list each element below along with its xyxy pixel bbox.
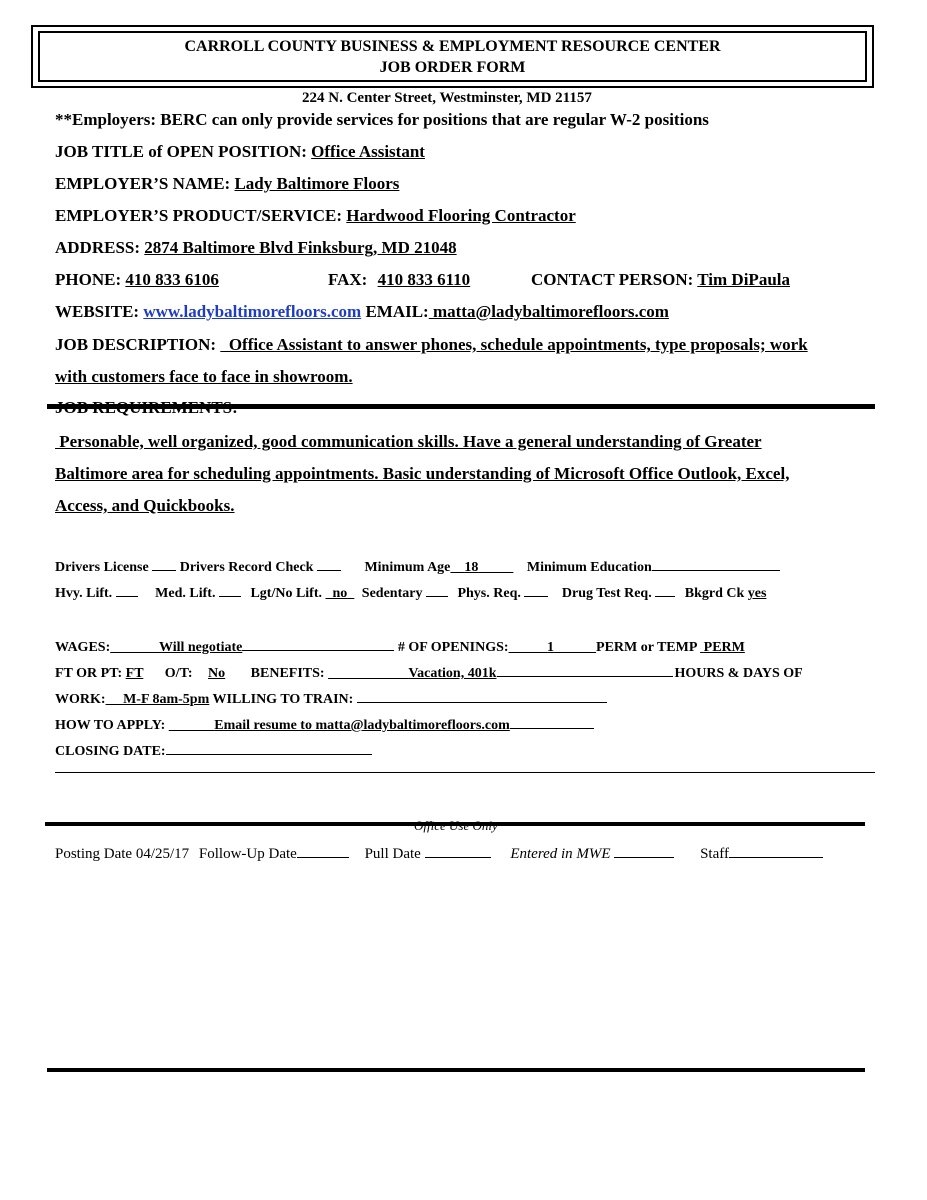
- entered-blank[interactable]: [614, 856, 674, 858]
- willing-label: WILLING TO TRAIN:: [212, 692, 354, 707]
- employer-name-value: Lady Baltimore Floors: [234, 174, 400, 193]
- employer-name-label: EMPLOYER’S NAME:: [55, 174, 231, 193]
- closing-label: CLOSING DATE:: [55, 744, 166, 759]
- office-row: [55, 846, 823, 863]
- med-lift-blank[interactable]: [219, 595, 241, 597]
- hours-label: HOURS & DAYS OF: [674, 666, 803, 681]
- bkgrd-value: yes: [747, 586, 767, 601]
- header-address: 224 N. Center Street, Westminster, MD 21157: [302, 90, 592, 106]
- ft-pt-value: FT: [125, 666, 144, 681]
- address-row: [55, 238, 457, 258]
- min-age-pad-right: [478, 560, 513, 575]
- phys-req-label: Phys. Req.: [457, 586, 521, 601]
- job-requirements-text1: Personable, well organized, good communication skills. Have a general understanding of Greater: [55, 432, 762, 451]
- form-title: JOB ORDER FORM: [379, 59, 526, 76]
- apply-value: Email resume to matta@ladybaltimorefloors.com: [214, 718, 510, 733]
- job-title-row: [55, 142, 425, 162]
- staff-blank[interactable]: [729, 856, 823, 858]
- openings-value: 1: [547, 640, 555, 655]
- checks-row-1: [55, 560, 780, 576]
- drivers-record-label: Drivers Record Check: [179, 560, 314, 575]
- med-lift-label: Med. Lift.: [155, 586, 216, 601]
- section-rule: [55, 772, 875, 773]
- pull-blank[interactable]: [425, 856, 491, 858]
- fax-label: FAX:: [328, 270, 368, 289]
- entered-label: Entered in MWE: [510, 846, 611, 862]
- requirements-divider: [47, 404, 875, 409]
- job-description-text1: Office Assistant to answer phones, schedule appointments, type proposals; work: [220, 335, 808, 354]
- ot-label: O/T:: [164, 666, 193, 681]
- phone-field: [55, 270, 219, 290]
- job-requirements-text2: Baltimore area for scheduling appointments. Basic understanding of Microsoft Office Outlook, Excel,: [55, 464, 790, 483]
- phone-value: 410 833 6106: [125, 270, 219, 289]
- pull-label: Pull Date: [364, 846, 421, 862]
- contact-field: [531, 270, 790, 290]
- drivers-license-blank[interactable]: [152, 569, 176, 571]
- product-service-label: EMPLOYER’S PRODUCT/SERVICE:: [55, 206, 343, 225]
- email-value: matta@ladybaltimorefloors.com: [428, 302, 669, 321]
- sedentary-blank[interactable]: [426, 595, 448, 597]
- hvy-lift-label: Hvy. Lift.: [55, 586, 113, 601]
- notice: **Employers: BERC can only provide services for positions that are regular W-2 positions: [55, 110, 709, 129]
- posting-date: Posting Date 04/25/17: [55, 846, 190, 862]
- website-row: [55, 302, 669, 322]
- perm-temp-label: PERM or TEMP: [596, 640, 697, 655]
- job-description-text2: with customers face to face in showroom.: [55, 367, 353, 386]
- ft-row: [55, 666, 803, 682]
- followup-blank[interactable]: [297, 856, 349, 858]
- website-label: WEBSITE:: [55, 302, 140, 321]
- job-title-label: JOB TITLE of OPEN POSITION:: [55, 142, 307, 161]
- drivers-record-blank[interactable]: [317, 569, 341, 571]
- email-label: EMAIL:: [365, 302, 429, 321]
- job-title-value: Office Assistant: [311, 142, 425, 161]
- org-title: CARROLL COUNTY BUSINESS & EMPLOYMENT RESOURCE CENTER: [184, 38, 721, 55]
- wages-label: WAGES:: [55, 640, 111, 655]
- drug-test-blank[interactable]: [655, 595, 675, 597]
- job-requirements-text3: Access, and Quickbooks.: [55, 496, 235, 515]
- website-link[interactable]: www.ladybaltimorefloors.com: [143, 302, 362, 321]
- min-education-label: Minimum Education: [526, 560, 652, 575]
- min-education-blank[interactable]: [652, 569, 780, 571]
- closing-blank[interactable]: [166, 753, 372, 755]
- contact-value: Tim DiPaula: [697, 270, 790, 289]
- bkgrd-label: Bkgrd Ck: [684, 586, 745, 601]
- closing-row: [55, 744, 372, 760]
- office-title: [414, 818, 498, 834]
- hvy-lift-blank[interactable]: [116, 595, 138, 597]
- followup-label: Follow-Up Date: [198, 846, 297, 862]
- job-description-line1: [55, 335, 808, 355]
- lgt-lift-value: no: [332, 586, 348, 601]
- min-age-label: Minimum Age: [364, 560, 451, 575]
- sedentary-label: Sedentary: [361, 586, 423, 601]
- apply-row: [55, 718, 594, 734]
- fax-value: 410 833 6110: [377, 270, 471, 289]
- perm-temp-value: PERM: [703, 640, 745, 655]
- min-age-pad-left: [450, 560, 464, 575]
- ot-value: No: [208, 666, 226, 681]
- openings-label: # OF OPENINGS:: [397, 640, 509, 655]
- work-value: M-F 8am-5pm: [123, 692, 210, 707]
- employer-name-row: [55, 174, 399, 194]
- willing-blank[interactable]: [357, 701, 607, 703]
- product-service-row: [55, 206, 576, 226]
- office-divider: [45, 822, 865, 826]
- work-label: WORK:: [55, 692, 106, 707]
- benefits-label: BENEFITS:: [250, 666, 325, 681]
- checks-row-2: [55, 586, 766, 602]
- phone-label: PHONE:: [55, 270, 122, 289]
- bottom-rule: [47, 1068, 865, 1072]
- wages-value: Will negotiate: [158, 640, 243, 655]
- wages-row: [55, 640, 745, 656]
- lgt-lift-label: Lgt/No Lift.: [250, 586, 322, 601]
- phys-req-blank[interactable]: [524, 595, 548, 597]
- fax-field: [328, 270, 470, 290]
- address-value: 2874 Baltimore Blvd Finksburg, MD 21048: [144, 238, 457, 257]
- product-service-value: Hardwood Flooring Contractor: [346, 206, 576, 225]
- work-row: [55, 692, 607, 708]
- job-description-label: JOB DESCRIPTION:: [55, 335, 217, 354]
- ft-pt-label: FT OR PT:: [55, 666, 123, 681]
- drivers-license-label: Drivers License: [55, 560, 149, 575]
- staff-label: Staff: [700, 846, 729, 862]
- address-label: ADDRESS:: [55, 238, 141, 257]
- drug-test-label: Drug Test Req.: [561, 586, 652, 601]
- benefits-value: Vacation, 401k: [408, 666, 497, 681]
- apply-label: HOW TO APPLY:: [55, 718, 166, 733]
- contact-label: CONTACT PERSON:: [531, 270, 694, 289]
- min-age-value: 18: [464, 560, 479, 575]
